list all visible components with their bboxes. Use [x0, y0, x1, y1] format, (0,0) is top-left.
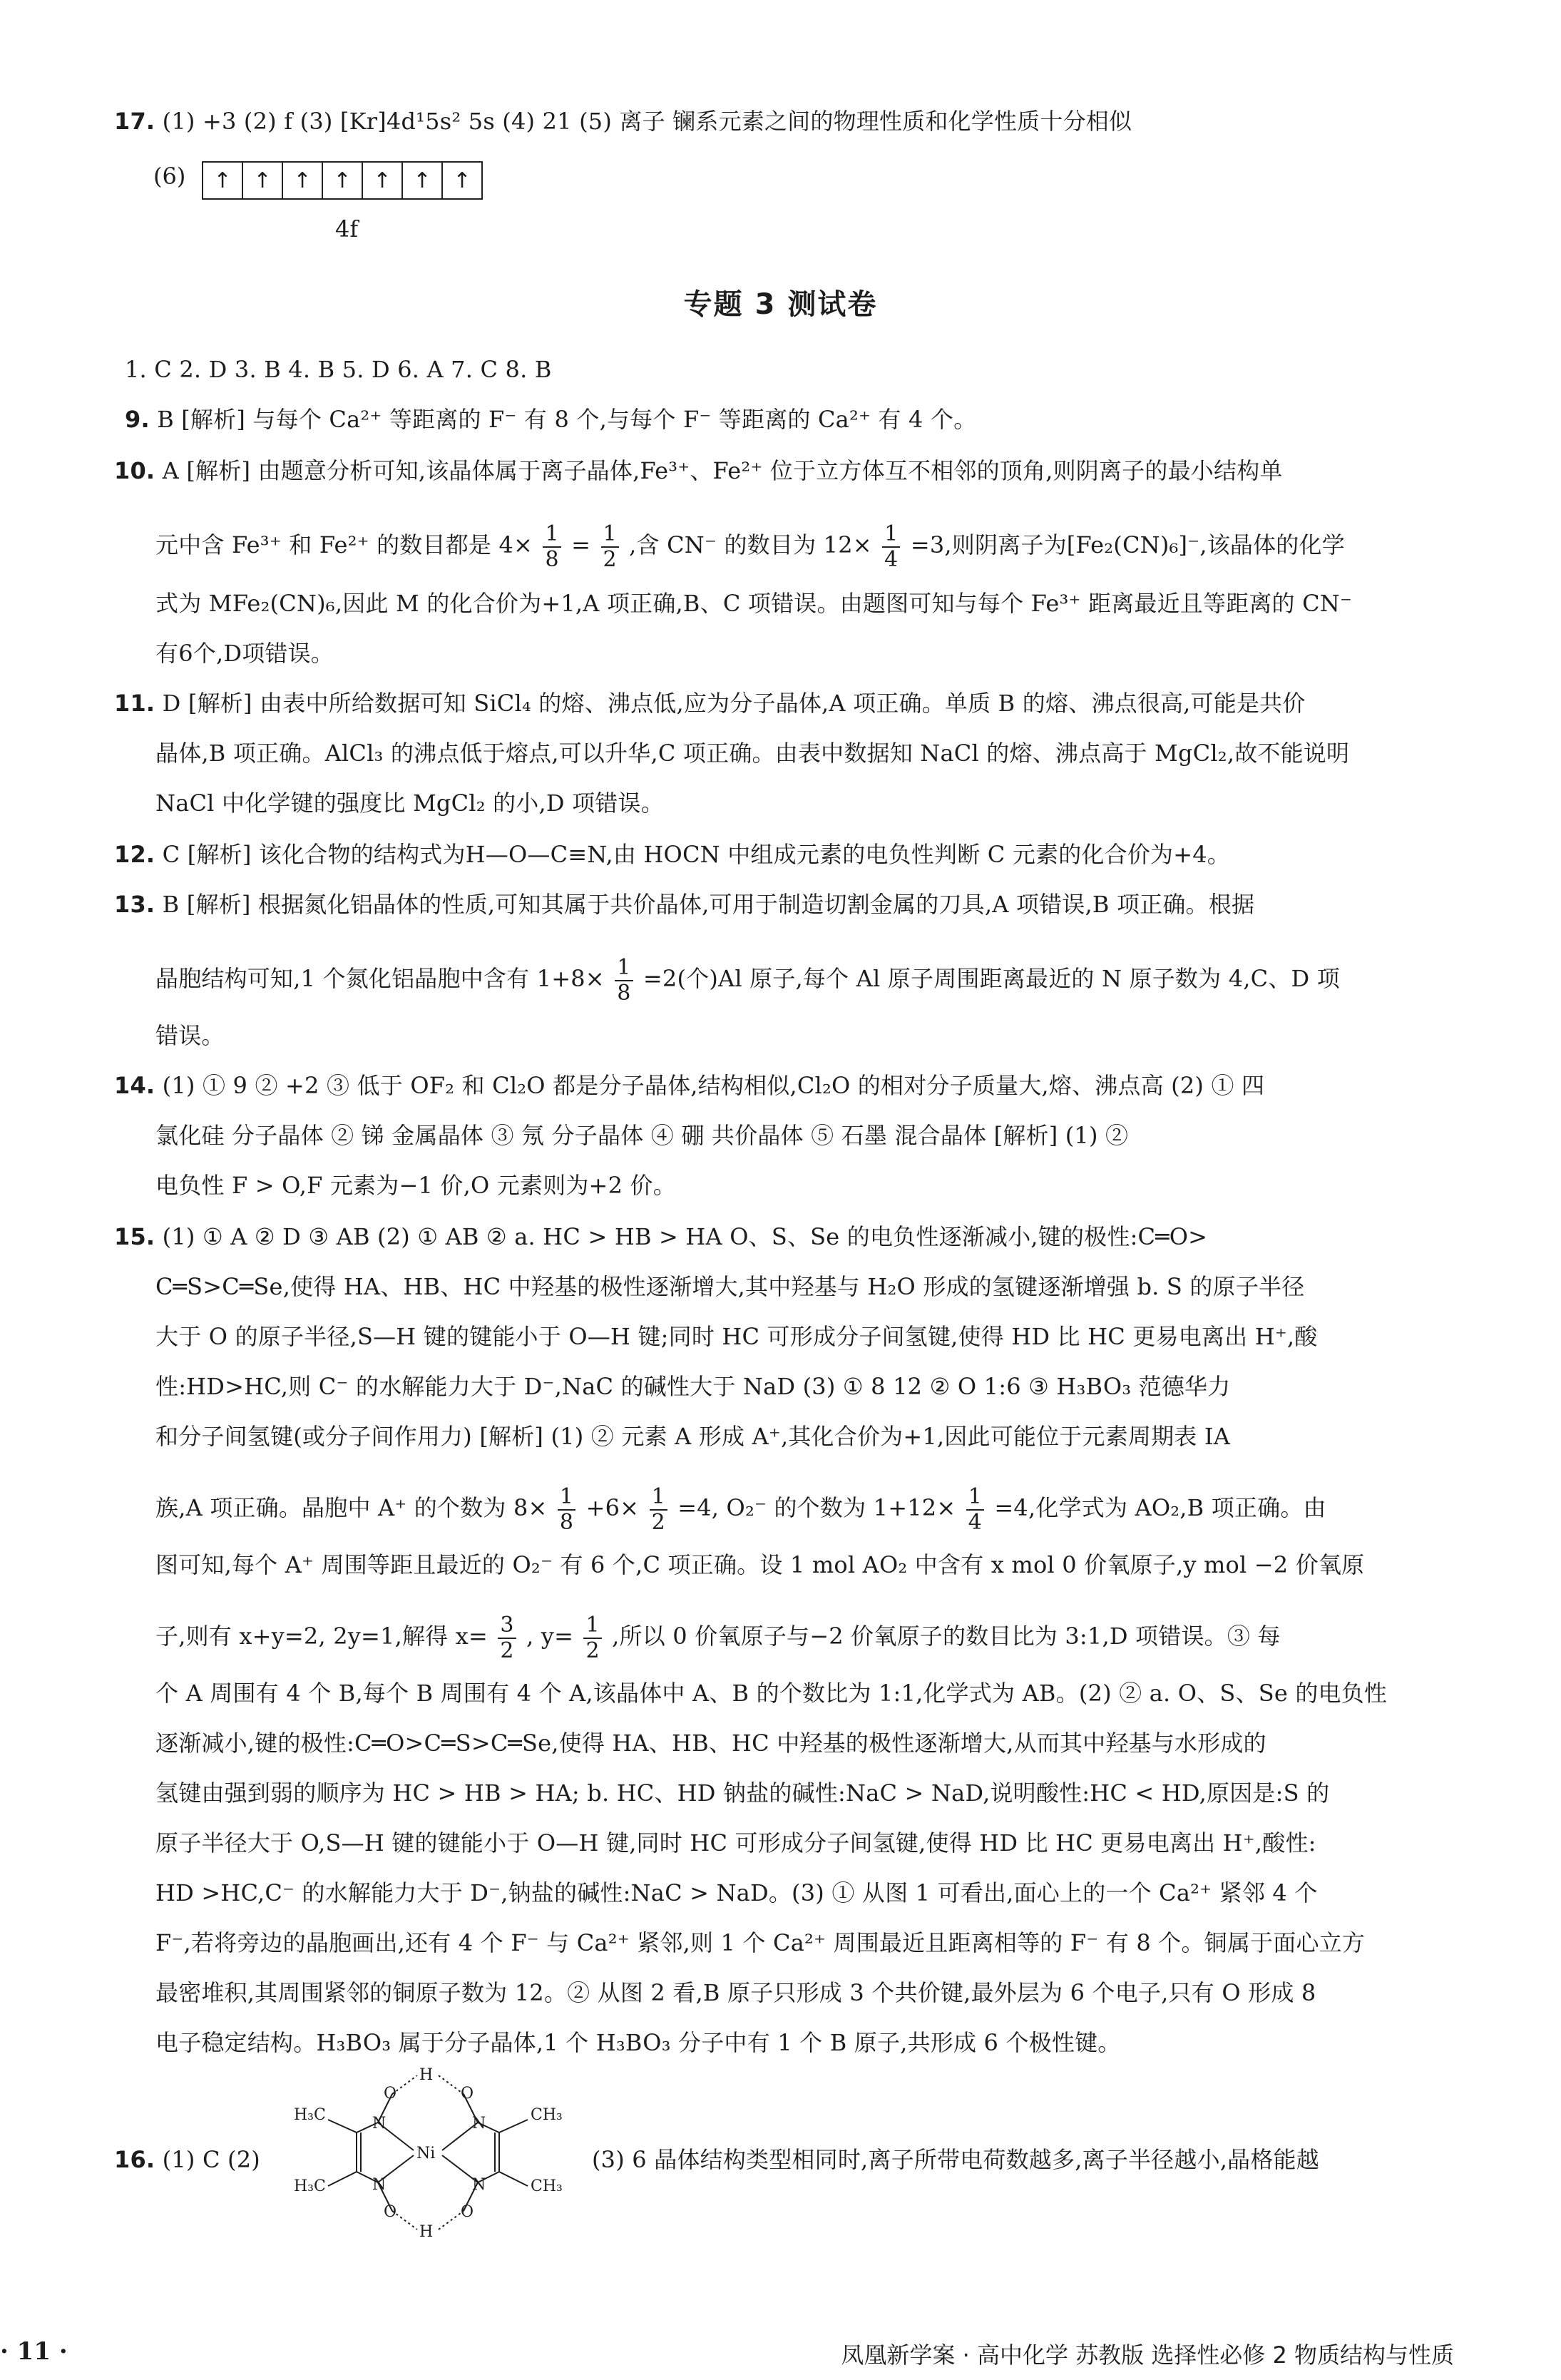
q14-line-2: 氯化硅 分子晶体 ② 锑 金属晶体 ③ 氖 分子晶体 ④ 硼 共价晶体 ⑤ 石墨 混合晶体 [解析] (1) ②	[155, 1122, 1129, 1149]
q15-line-4: 性:HD>HC,则 C⁻ 的水解能力大于 D⁻,NaC 的碱性大于 NaD (3) ① 8 12 ② O 1:6 ③ H₃BO₃ 范德华力	[155, 1373, 1231, 1400]
q15-line-14: F⁻,若将旁边的晶胞画出,还有 4 个 F⁻ 与 Ca²⁺ 紧邻,则 1 个 Ca²⁺ 周围最近且距离相等的 F⁻ 有 8 个。铜属于面心立方	[155, 1929, 1366, 1956]
struct-h-bottom: H	[419, 2223, 434, 2241]
q15-line-10: 逐渐减小,键的极性:C═O>C═S>C═Se,使得 HA、HB、HC 中羟基的极性逐渐增大,从而其中羟基与水形成的	[155, 1730, 1266, 1757]
orbital-box	[203, 163, 243, 198]
struct-o: O	[461, 2085, 474, 2103]
q10-line-2	[155, 515, 1345, 575]
fraction	[601, 522, 619, 572]
q15-line-16: 电子稳定结构。H₃BO₃ 属于分子晶体,1 个 H₃BO₃ 分子中有 1 个 B 原子,共形成 6 个极性键。	[155, 2029, 1121, 2056]
q13-text-2a: 晶胞结构可知,1 个氮化铝晶胞中含有 1+8×	[155, 965, 605, 992]
q16-line-start	[114, 2145, 260, 2174]
up-arrow-icon: ↑	[253, 168, 272, 193]
numerator: 1	[966, 1485, 984, 1511]
struct-o: O	[384, 2203, 397, 2221]
q10-text-2d: =3,则阴离子为[Fe₂(CN)₆]⁻,该晶体的化学	[910, 531, 1345, 558]
struct-ch3-bottom-right: CH₃	[531, 2177, 563, 2195]
up-arrow-icon: ↑	[453, 168, 471, 193]
q10-text-2b: =	[571, 531, 591, 558]
q17-number: 17.	[114, 108, 155, 135]
struct-n: N	[472, 2115, 486, 2133]
bond	[328, 2172, 357, 2186]
denominator: 2	[500, 1638, 514, 1663]
q15-line-6	[155, 1478, 1326, 1538]
denominator: 2	[651, 1509, 665, 1535]
q15-number: 15.	[114, 1223, 155, 1250]
q13-text-1: B [解析] 根据氮化铝晶体的性质,可知其属于共价晶体,可用于制造切割金属的刀具,A 项错误,B 项正确。根据	[162, 891, 1255, 918]
up-arrow-icon: ↑	[333, 168, 352, 193]
orbital-box	[443, 163, 481, 198]
struct-ch3-top-left: H₃C	[294, 2106, 326, 2124]
struct-o: O	[461, 2203, 474, 2221]
denominator: 2	[603, 546, 617, 572]
q15-text-6a: 族,A 项正确。晶胞中 A⁺ 的个数为 8×	[155, 1494, 548, 1521]
struct-n: N	[372, 2176, 387, 2194]
q16-part3: (3) 6 晶体结构类型相同时,离子所带电荷数越多,离子半径越小,晶格能越	[592, 2146, 1319, 2173]
q15-line-12: 原子半径大于 O,S—H 键的键能小于 O—H 键,同时 HC 可形成分子间氢键,使得 HD 比 HC 更易电离出 H⁺,酸性:	[155, 1829, 1316, 1856]
q15-line-2: C═S>C═Se,使得 HA、HB、HC 中羟基的极性逐渐增大,其中羟基与 H₂O 形成的氢键逐渐增强 b. S 的原子半径	[155, 1273, 1305, 1300]
q11-text-1: D [解析] 由表中所给数据可知 SiCl₄ 的熔、沸点低,应为分子晶体,A 项正确。单质 B 的熔、沸点很高,可能是共价	[162, 690, 1306, 717]
q15-text-8b: , y=	[526, 1623, 574, 1650]
q15-line-5: 和分子间氢键(或分子间作用力) [解析] (1) ② 元素 A 形成 A⁺,其化合价为+1,因此可能位于元素周期表 ⅠA	[155, 1423, 1231, 1450]
q11-line-1	[114, 689, 1306, 717]
q13-line-2	[155, 949, 1340, 1008]
numerator: 1	[583, 1613, 601, 1639]
q14-number: 14.	[114, 1072, 155, 1099]
q15-text-8a: 子,则有 x+y=2, 2y=1,解得 x=	[155, 1623, 488, 1650]
q15-text-1: (1) ① A ② D ③ AB (2) ① AB ② a. HC > HB > HA O、S、Se 的电负性逐渐减小,键的极性:C═O>	[162, 1223, 1208, 1250]
q16-part1: (1) C (2)	[162, 2146, 260, 2173]
fraction	[583, 1613, 601, 1663]
q10-text-1: A [解析] 由题意分析可知,该晶体属于离子晶体,Fe³⁺、Fe²⁺ 位于立方体互不相邻的顶角,则阴离子的最小结构单	[162, 457, 1283, 484]
denominator: 2	[585, 1638, 600, 1663]
struct-ch3-bottom-left: H₃C	[294, 2177, 326, 2195]
fraction	[498, 1613, 516, 1663]
q13-text-2b: =2(个)Al 原子,每个 Al 原子周围距离最近的 N 原子数为 4,C、D 项	[643, 965, 1340, 992]
q11-line-2: 晶体,B 项正确。AlCl₃ 的沸点低于熔点,可以升华,C 项正确。由表中数据知 NaCl 的熔、沸点高于 MgCl₂,故不能说明	[155, 740, 1350, 767]
bond	[499, 2172, 528, 2186]
bond	[328, 2120, 357, 2133]
q15-text-6c: =4, O₂⁻ 的个数为 1+12×	[677, 1494, 956, 1521]
q13-line-3: 错误。	[155, 1022, 225, 1049]
struct-h-top: H	[419, 2066, 434, 2084]
fraction	[882, 522, 900, 572]
fraction	[558, 1485, 575, 1535]
orbital-box	[363, 163, 403, 198]
q17-line	[114, 107, 1132, 136]
orbital-label: 4f	[335, 215, 359, 242]
numerator: 1	[558, 1485, 575, 1511]
q15-line-8	[155, 1606, 1281, 1666]
struct-n: N	[372, 2115, 387, 2133]
q12-line	[114, 840, 1230, 869]
numerator: 1	[601, 522, 619, 548]
q9-line	[125, 405, 976, 434]
q12-text: C [解析] 该化合物的结构式为H—O—C≡N,由 HOCN 中组成元素的电负性判断 C 元素的化合价为+4。	[162, 841, 1231, 868]
nickel-dimethylglyoxime-structure	[292, 2054, 578, 2247]
orbital-box	[403, 163, 443, 198]
q14-line-1	[114, 1071, 1264, 1100]
up-arrow-icon: ↑	[293, 168, 312, 193]
q12-number: 12.	[114, 841, 155, 868]
q16-number: 16.	[114, 2146, 155, 2173]
q10-text-2a: 元中含 Fe³⁺ 和 Fe²⁺ 的数目都是 4×	[155, 531, 533, 558]
section-title: 专题 3 测试卷	[683, 288, 878, 321]
q10-text-2c: ,含 CN⁻ 的数目为 12×	[629, 531, 872, 558]
q10-line-4: 有6个,D项错误。	[155, 640, 334, 667]
q15-line-7: 图可知,每个 A⁺ 周围等距且最近的 O₂⁻ 有 6 个,C 项正确。设 1 mol AO₂ 中含有 x mol 0 价氧原子,y mol −2 价氧原	[155, 1551, 1365, 1578]
q11-line-3: NaCl 中化学键的强度比 MgCl₂ 的小,D 项错误。	[155, 790, 664, 817]
up-arrow-icon: ↑	[373, 168, 391, 193]
numerator: 1	[882, 522, 900, 548]
denominator: 8	[545, 546, 559, 572]
q15-line-3: 大于 O 的原子半径,S—H 键的键能小于 O—H 键;同时 HC 可形成分子间氢键,使得 HD 比 HC 更易电离出 H⁺,酸	[155, 1323, 1318, 1350]
q10-number: 10.	[114, 457, 155, 484]
up-arrow-icon: ↑	[213, 168, 232, 193]
struct-ch3-top-right: CH₃	[531, 2106, 563, 2124]
q17-part6-prefix: (6)	[153, 163, 186, 190]
up-arrow-icon: ↑	[413, 168, 431, 193]
q17-text: (1) +3 (2) f (3) [Kr]4d¹5s² 5s (4) 21 (5) 离子 镧系元素之间的物理性质和化学性质十分相似	[162, 108, 1132, 135]
q14-line-3: 电负性 F > O,F 元素为−1 价,O 元素则为+2 价。	[155, 1172, 676, 1199]
struct-n: N	[472, 2176, 486, 2194]
q10-line-1	[114, 456, 1283, 485]
denominator: 4	[884, 546, 899, 572]
numerator: 1	[650, 1485, 667, 1511]
q11-number: 11.	[114, 690, 155, 717]
numerator: 1	[615, 956, 633, 981]
denominator: 4	[968, 1509, 983, 1535]
fraction	[966, 1485, 984, 1535]
fraction	[543, 522, 561, 572]
hydrogen-bond	[439, 2075, 464, 2094]
q15-text-8c: ,所以 0 价氧原子与−2 价氧原子的数目比为 3:1,D 项错误。③ 每	[612, 1623, 1281, 1650]
struct-o: O	[384, 2085, 397, 2103]
denominator: 8	[617, 980, 631, 1006]
q14-text-1: (1) ① 9 ② +2 ③ 低于 OF₂ 和 Cl₂O 都是分子晶体,结构相似,Cl₂O 的相对分子质量大,熔、沸点高 (2) ① 四	[162, 1072, 1265, 1099]
orbital-diagram-4f	[202, 161, 483, 200]
q15-line-15: 最密堆积,其周围紧邻的铜原子数为 12。② 从图 2 看,B 原子只形成 3 个共价键,最外层为 6 个电子,只有 O 形成 8	[155, 1979, 1316, 2006]
q15-line-13: HD >HC,C⁻ 的水解能力大于 D⁻,钠盐的碱性:NaC > NaD。(3) ① 从图 1 可看出,面心上的一个 Ca²⁺ 紧邻 4 个	[155, 1879, 1318, 1906]
q15-line-1	[114, 1222, 1207, 1251]
q15-line-9: 个 A 周围有 4 个 B,每个 B 周围有 4 个 A,该晶体中 A、B 的个数比为 1:1,化学式为 AB。(2) ② a. O、S、Se 的电负性	[155, 1680, 1388, 1707]
fraction	[615, 956, 633, 1006]
orbital-box	[283, 163, 323, 198]
q15-line-11: 氢键由强到弱的顺序为 HC > HB > HA; b. HC、HD 钠盐的碱性:NaC > NaD,说明酸性:HC < HD,原因是:S 的	[155, 1779, 1330, 1807]
denominator: 8	[559, 1509, 574, 1535]
numerator: 1	[543, 522, 561, 548]
struct-ni: Ni	[416, 2145, 436, 2162]
q13-number: 13.	[114, 891, 155, 918]
orbital-box	[323, 163, 363, 198]
q10-line-3: 式为 MFe₂(CN)₆,因此 M 的化合价为+1,A 项正确,B、C 项错误。由题图可知与每个 Fe³⁺ 距离最近且等距离的 CN⁻	[155, 590, 1353, 617]
numerator: 3	[498, 1613, 516, 1639]
q13-line-1	[114, 890, 1254, 919]
page-number: · 11 ·	[0, 2337, 68, 2366]
bond	[499, 2120, 528, 2133]
fraction	[650, 1485, 667, 1535]
q9-number: 9.	[125, 406, 150, 433]
answers-1-8: 1. C 2. D 3. B 4. B 5. D 6. A 7. C 8. B	[125, 356, 552, 383]
q9-text: B [解析] 与每个 Ca²⁺ 等距离的 F⁻ 有 8 个,与每个 F⁻ 等距离的 Ca²⁺ 有 4 个。	[157, 406, 977, 433]
orbital-box	[243, 163, 283, 198]
q15-text-6b: +6×	[585, 1494, 640, 1521]
book-title-footer: 凤凰新学案 · 高中化学 苏教版 选择性必修 2 物质结构与性质	[841, 2341, 1454, 2369]
q15-text-6d: =4,化学式为 AO₂,B 项正确。由	[994, 1494, 1326, 1521]
hydrogen-bond	[439, 2211, 464, 2230]
